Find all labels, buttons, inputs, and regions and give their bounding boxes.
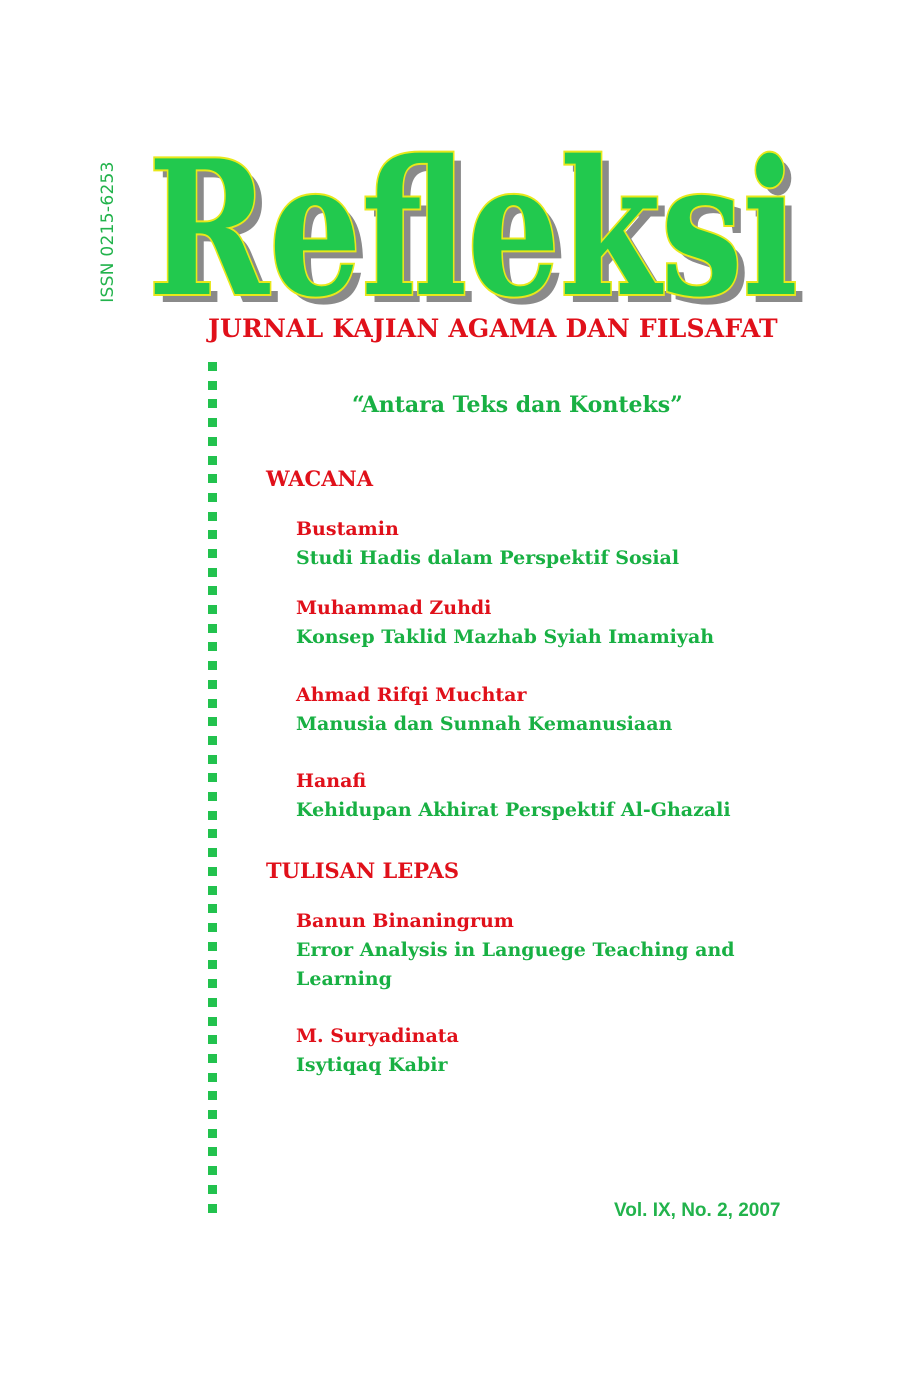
divider-dot: [208, 979, 217, 988]
divider-dot: [208, 1054, 217, 1063]
divider-dot: [208, 1185, 217, 1194]
divider-dot: [208, 867, 217, 876]
divider-dot: [208, 1166, 217, 1175]
divider-dot: [208, 755, 217, 764]
article-title: Manusia dan Sunnah Kemanusiaan: [296, 713, 673, 735]
article-author: M. Suryadinata: [296, 1025, 459, 1047]
divider-dot: [208, 568, 217, 577]
article-author: Bustamin: [296, 518, 399, 540]
divider-dot: [208, 998, 217, 1007]
article-entry: [296, 594, 766, 652]
divider-dot: [208, 736, 217, 745]
divider-dot: [208, 456, 217, 465]
divider-dot: [208, 1035, 217, 1044]
divider-dot: [208, 848, 217, 857]
divider-dot: [208, 792, 217, 801]
article-author: Muhammad Zuhdi: [296, 597, 492, 619]
article-author: Hanafi: [296, 770, 367, 792]
divider-dot: [208, 773, 217, 782]
article-entry: [296, 681, 766, 739]
issn-number: ISSN 0215-6253: [98, 161, 118, 303]
issue-theme: “Antara Teks dan Konteks”: [352, 392, 683, 418]
article-entry: [296, 907, 766, 994]
volume-info: Vol. IX, No. 2, 2007: [614, 1200, 781, 1221]
article-title: Konsep Taklid Mazhab Syiah Imamiyah: [296, 626, 715, 648]
journal-masthead: [138, 142, 818, 312]
article-title: Error Analysis in Languege Teaching and Learning: [296, 939, 735, 990]
divider-dot: [208, 1147, 217, 1156]
article-entry: [296, 1022, 766, 1080]
article-entry: [296, 767, 766, 825]
masthead-text: Refleksi: [148, 142, 798, 312]
divider-dot: [208, 493, 217, 502]
divider-dot: [208, 512, 217, 521]
divider-dot: [208, 923, 217, 932]
article-title: Studi Hadis dalam Perspektif Sosial: [296, 547, 680, 569]
divider-dot: [208, 1073, 217, 1082]
divider-dot: [208, 642, 217, 651]
divider-dot: [208, 624, 217, 633]
divider-dot: [208, 829, 217, 838]
divider-dot: [208, 530, 217, 539]
divider-dot: [208, 549, 217, 558]
article-title: Isytiqaq Kabir: [296, 1054, 448, 1076]
divider-dot: [208, 717, 217, 726]
divider-dot: [208, 474, 217, 483]
divider-dot: [208, 1204, 217, 1213]
section-heading-tulisan-lepas: TULISAN LEPAS: [266, 858, 459, 883]
divider-dot: [208, 605, 217, 614]
divider-dot: [208, 1129, 217, 1138]
divider-dot: [208, 1091, 217, 1100]
journal-subtitle: JURNAL KAJIAN AGAMA DAN FILSAFAT: [208, 314, 778, 343]
divider-dot: [208, 418, 217, 427]
divider-dot: [208, 886, 217, 895]
divider-dot: [208, 680, 217, 689]
dotted-divider: [208, 362, 220, 1220]
divider-dot: [208, 1110, 217, 1119]
divider-dot: [208, 399, 217, 408]
masthead-shadow: Refleksi: [156, 142, 806, 312]
divider-dot: [208, 437, 217, 446]
divider-dot: [208, 661, 217, 670]
divider-dot: [208, 586, 217, 595]
article-author: Ahmad Rifqi Muchtar: [296, 684, 527, 706]
divider-dot: [208, 381, 217, 390]
divider-dot: [208, 362, 217, 371]
article-entry: [296, 515, 766, 573]
article-title: Kehidupan Akhirat Perspektif Al-Ghazali: [296, 799, 731, 821]
divider-dot: [208, 904, 217, 913]
article-author: Banun Binaningrum: [296, 910, 514, 932]
divider-dot: [208, 1017, 217, 1026]
divider-dot: [208, 699, 217, 708]
divider-dot: [208, 960, 217, 969]
divider-dot: [208, 811, 217, 820]
section-heading-wacana: WACANA: [266, 466, 374, 491]
divider-dot: [208, 942, 217, 951]
